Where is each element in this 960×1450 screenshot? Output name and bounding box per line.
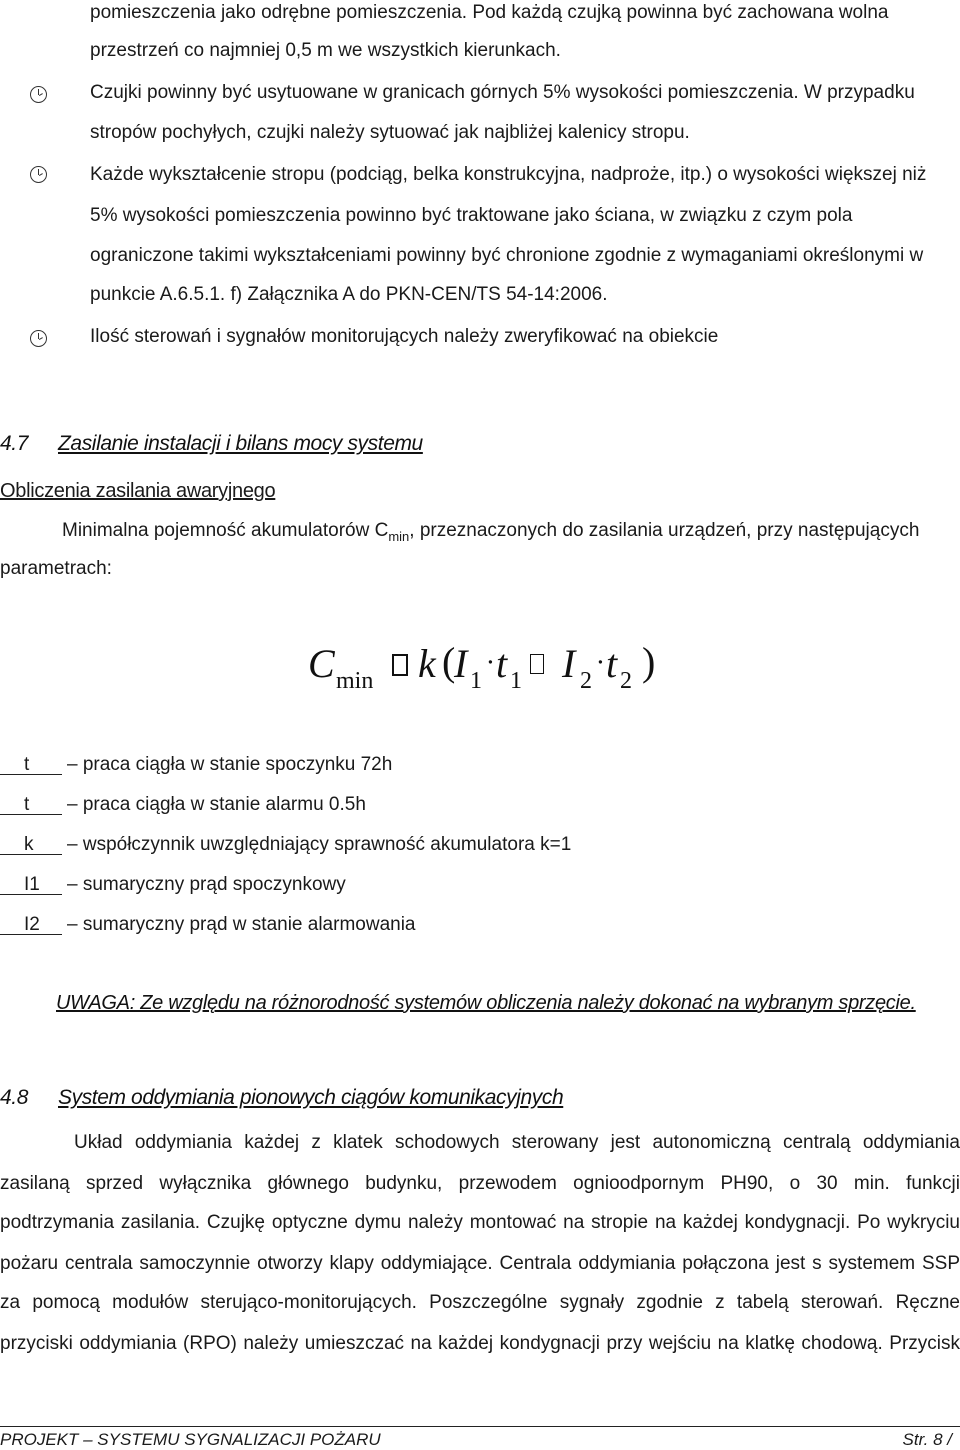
bullet-line: stropów pochyłych, czujki należy sytuować jak najbliżej kalenicy stropu. xyxy=(90,122,690,143)
intro-subscript: min xyxy=(388,528,410,544)
bullet-line: Czujki powinny być usytuowane w granicach górnych 5% wysokości pomieszczenia. W przypadku xyxy=(90,82,915,103)
legend-symbol: I1 xyxy=(24,874,40,895)
section-title: Zasilanie instalacji i bilans mocy systemu xyxy=(58,432,423,455)
footer-page-number: Str. 8 / xyxy=(902,1430,952,1449)
paragraph-line: pożaru centrala samoczynnie otworzy klapy oddymiające. Centrala oddymiania połączona jest s systemem SSP xyxy=(0,1253,960,1274)
section-title: System oddymiania pionowych ciągów komunikacyjnych xyxy=(58,1086,564,1109)
formula-I1-sub: 1 xyxy=(470,668,482,694)
bullet-line: ograniczone takimi wykształceniami powinny być chronione zgodnie z wymaganiami określonymi w xyxy=(90,245,924,266)
legend-symbol: t xyxy=(24,754,30,775)
formula-times: ⋅ xyxy=(486,648,495,677)
legend-symbol: I2 xyxy=(24,914,40,935)
bullet-line: Każde wykształcenie stropu (podciąg, belka konstrukcyjna, nadproże, itp.) o wysokości większej niż xyxy=(90,164,927,185)
legend-description: – sumaryczny prąd spoczynkowy xyxy=(67,874,346,895)
intro-line: parametrach: xyxy=(0,558,112,579)
legend-symbol: t xyxy=(24,794,30,815)
footer-project-title: PROJEKT – SYSTEMU SYGNALIZACJI POŻARU xyxy=(0,1430,381,1449)
paragraph-line: przyciski oddymiania (RPO) należy umieszczać na każdej kondygnacji przy wejściu na klatkę chodową. Przycisk xyxy=(0,1333,960,1354)
formula-times: ⋅ xyxy=(596,648,605,677)
clock-bullet-icon xyxy=(30,330,47,347)
legend-dash xyxy=(0,774,62,775)
formula-k: k xyxy=(418,641,436,686)
formula-I2: I xyxy=(562,641,576,686)
paragraph-line: Układ oddymiania każdej z klatek schodowych sterowany jest autonomiczną centralą oddymiania xyxy=(74,1132,960,1153)
formula-symbol-box xyxy=(530,654,544,674)
formula-min: min xyxy=(336,668,374,694)
bullet-line: Ilość sterowań i sygnałów monitorujących należy zweryfikować na obiekcie xyxy=(90,326,719,347)
subheading: Obliczenia zasilania awaryjnego xyxy=(0,480,276,502)
bullet-line: punkcie A.6.5.1. f) Załącznika A do PKN-CEN/TS 54-14:2006. xyxy=(90,284,608,305)
footer-rule xyxy=(0,1426,960,1427)
section-number: 4.8 xyxy=(0,1086,28,1109)
legend-dash xyxy=(0,814,62,815)
clock-bullet-icon xyxy=(30,86,47,103)
section-heading-4-8 xyxy=(0,1086,563,1110)
formula-open-paren: ( xyxy=(442,639,456,684)
section-heading-4-7 xyxy=(0,432,423,456)
paragraph-line: zasilaną sprzed wyłącznika głównego budynku, przewodem ognioodpornym PH90, o 30 min. funkcji xyxy=(0,1173,960,1194)
bullet-line: 5% wysokości pomieszczenia powinno być traktowane jako ściana, w związku z czym pola xyxy=(90,205,853,226)
formula-close-paren: ) xyxy=(642,639,656,684)
intro-text: Minimalna pojemność akumulatorów C xyxy=(62,520,389,541)
clock-bullet-icon xyxy=(30,166,47,183)
intro-text: , przeznaczonych do zasilania urządzeń, przy następujących xyxy=(409,520,920,541)
paragraph-line: pomieszczenia jako odrębne pomieszczenia. Pod każdą czujką powinna być zachowana wolna xyxy=(90,2,889,23)
formula-t1: t xyxy=(496,641,508,686)
formula-C: C xyxy=(308,641,335,686)
paragraph-line: podtrzymania zasilania. Czujkę optyczne dymu należy montować na stropie na każdej kondygnacji. Po wykryciu xyxy=(0,1212,960,1233)
legend-symbol: k xyxy=(24,834,34,855)
paragraph-line: za pomocą modułów sterująco-monitorujących. Poszczególne sygnały zgodnie z tabelą sterowań. Ręczne xyxy=(0,1292,960,1313)
formula-symbol-box xyxy=(392,654,408,676)
intro-line xyxy=(62,520,919,544)
legend-description: – sumaryczny prąd w stanie alarmowania xyxy=(67,914,416,935)
formula-t1-sub: 1 xyxy=(510,668,522,694)
formula-t2-sub: 2 xyxy=(620,668,632,694)
formula-I2-sub: 2 xyxy=(580,668,592,694)
formula-t2: t xyxy=(606,641,618,686)
uwaga-note: UWAGA: Ze względu na różnorodność systemów obliczenia należy dokonać na wybranym sprzęcie. xyxy=(56,992,916,1014)
section-number: 4.7 xyxy=(0,432,28,455)
legend-description: – praca ciągła w stanie alarmu 0.5h xyxy=(67,794,366,815)
legend-description: – współczynnik uwzględniający sprawność akumulatora k=1 xyxy=(67,834,572,855)
legend-description: – praca ciągła w stanie spoczynku 72h xyxy=(67,754,393,775)
formula-I1: I xyxy=(454,641,468,686)
paragraph-line: przestrzeń co najmniej 0,5 m we wszystkich kierunkach. xyxy=(90,40,561,61)
